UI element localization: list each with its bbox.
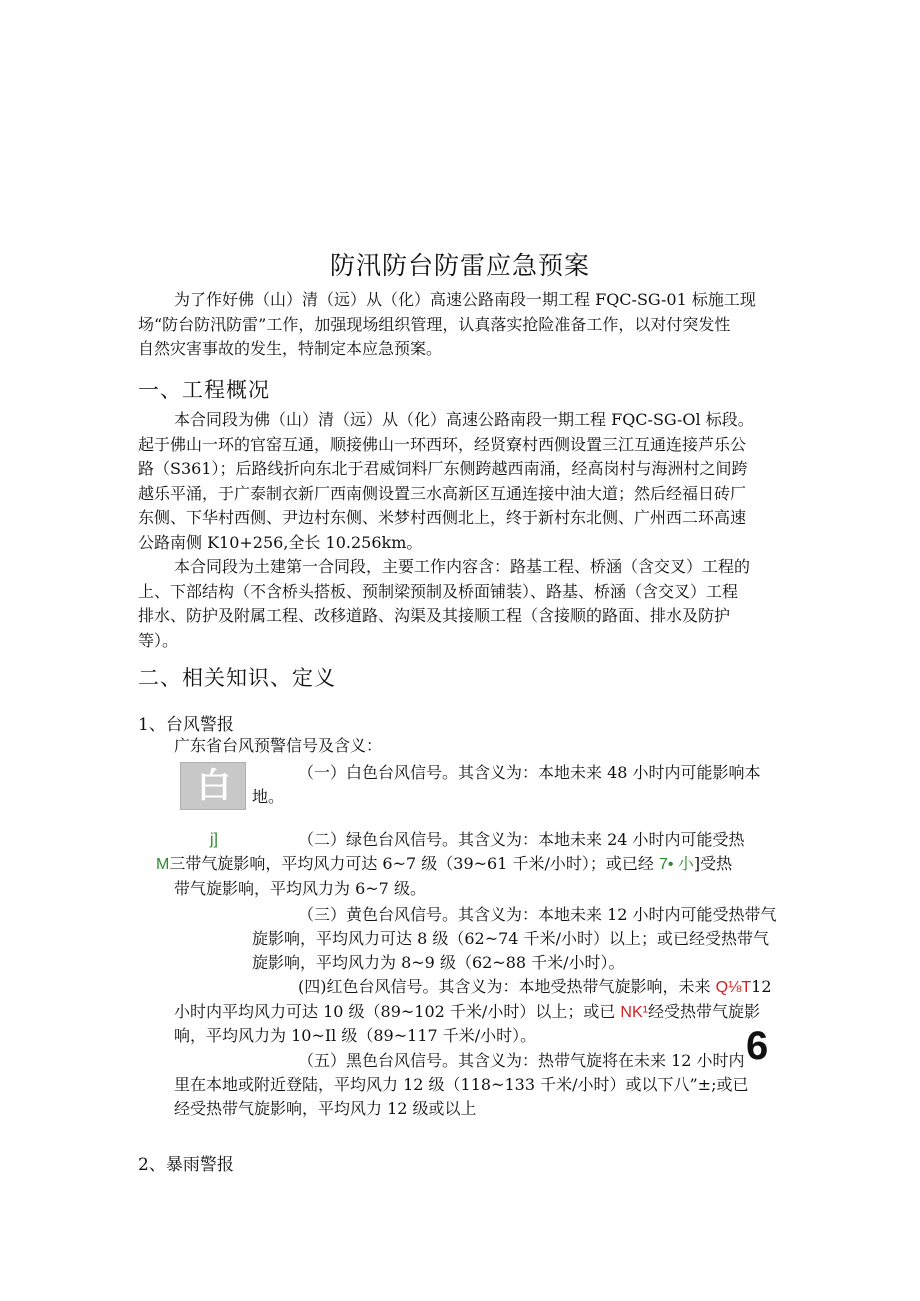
intro-paragraph [138, 288, 756, 362]
green-signal-mark: 7• 小 [658, 856, 694, 873]
typhoon-logo-glyph: 白 [197, 766, 229, 806]
red-signal-line-1: (四)红色台风信号。其含义为：本地受热带气旋影响，未来 Q⅛T12 [298, 977, 772, 996]
green-signal-line-2: M三带气旋影响，平均风力可达 6~7 级（39~61 千米/小时）；或已经 7• 小]受热 [156, 854, 733, 873]
page-title: 防汛防台防雷应急预案 [329, 251, 590, 280]
black-signal-line-1: （五）黑色台风信号。其含义为：热带气旋将在未来 12 小时内 [298, 1051, 745, 1070]
overview-line: 越乐平涌，于广泰制衣新厂西南侧设置三水高新区互通连接中油大道；然后经福日砖厂 [138, 483, 747, 503]
red-signal-line-3: 响，平均风力为 10~Il 级（89~117 千米/小时）。 [174, 1026, 537, 1045]
overview-line: 本合同段为佛（山）清（远）从（化）高速公路南段一期工程 FQC-SG-Ol 标段。 [174, 410, 754, 429]
overview-line: 上、下部结构（不含桥头搭板、预制梁预制及桥面铺装）、路基、桥涵（含交叉）工程 [138, 581, 739, 601]
green-signal-mark: M [156, 856, 170, 873]
overview-line: 本合同段为土建第一合同段，主要工作内容含：路基工程、桥涵（含交叉）工程的 [174, 557, 751, 576]
overview-line: 公路南侧 K10+256,全长 10.256km。 [138, 532, 423, 552]
overview-line: 路（S361）；后路线折向东北于君威饲料厂东侧跨越西南涌，经高岗村与海洲村之间跨 [138, 459, 748, 478]
green-signal-mark: j] [210, 831, 218, 848]
subsection-heading-rainstorm: 2、暴雨警报 [138, 1155, 234, 1175]
intro-line: 场“防台防汛防雷”工作，加强现场组织管理，认真落实抢险准备工作，以对付突发性 [138, 314, 731, 334]
red-signal-mark: NK¹ [620, 1004, 648, 1021]
yellow-signal-line-2: 旋影响，平均风力可达 8 级（62~74 千米/小时）以上；或已经受热带气 [252, 929, 769, 948]
overview-line: 起于佛山一环的官窑互通，顺接佛山一环西环，经贤寮村西侧设置三江互通连接芦乐公 [138, 434, 747, 454]
red-signal-line-2: 小时内平均风力可达 10 级（89~102 千米/小时）以上；或已 NK¹经受热带气旋影 [174, 1002, 760, 1021]
white-signal-line-2: 地。 [252, 787, 285, 806]
overview-line: 排水、防护及附属工程、改移道路、沟渠及其接顺工程（含接顺的路面、排水及防护 [138, 606, 731, 625]
overview-line: 东侧、下华村西侧、尹边村东侧、米梦村西侧北上，终于新村东北侧、广州西二环高速 [138, 508, 747, 527]
green-signal-line-3: 带气旋影响，平均风力为 6~7 级。 [174, 879, 426, 898]
black-signal-line-2: 里在本地或附近登陆，平均风力 12 级（118~133 千米/小时）或以下八”±;或已 [174, 1075, 749, 1094]
white-typhoon-signal-icon [180, 762, 246, 810]
section-heading-definitions: 二、相关知识、定义 [138, 666, 336, 690]
yellow-signal-line-1: （三）黄色台风信号。其含义为：本地未来 12 小时内可能受热带气 [298, 905, 777, 924]
typhoon-intro: 广东省台风预警信号及含义： [174, 736, 383, 755]
intro-line: 自然灾害事故的发生，特制定本应急预案。 [138, 339, 443, 358]
intro-line: 为了作好佛（山）清（远）从（化）高速公路南段一期工程 FQC-SG-01 标施工现 [174, 290, 756, 309]
overview-line: 等）。 [138, 630, 179, 650]
yellow-signal-line-3: 旋影响，平均风力为 8~9 级（62~88 千米/小时）。 [252, 953, 625, 972]
white-signal-line-1: （一）白色台风信号。其含义为：本地未来 48 小时内可能影响本 [298, 763, 761, 782]
subsection-heading-typhoon: 1、台风警报 [138, 715, 234, 735]
green-signal-line-1: （二）绿色台风信号。其含义为：本地未来 24 小时内可能受热 [298, 830, 745, 849]
overview-paragraph-2 [138, 555, 750, 653]
section-heading-overview: 一、工程概况 [138, 378, 270, 402]
red-signal-mark: Q⅛T [715, 979, 752, 996]
large-six-mark: 6 [746, 1024, 769, 1068]
black-signal-line-3: 经受热带气旋影响，平均风力 12 级或以上 [174, 1099, 477, 1118]
overview-paragraph-1 [138, 408, 754, 555]
